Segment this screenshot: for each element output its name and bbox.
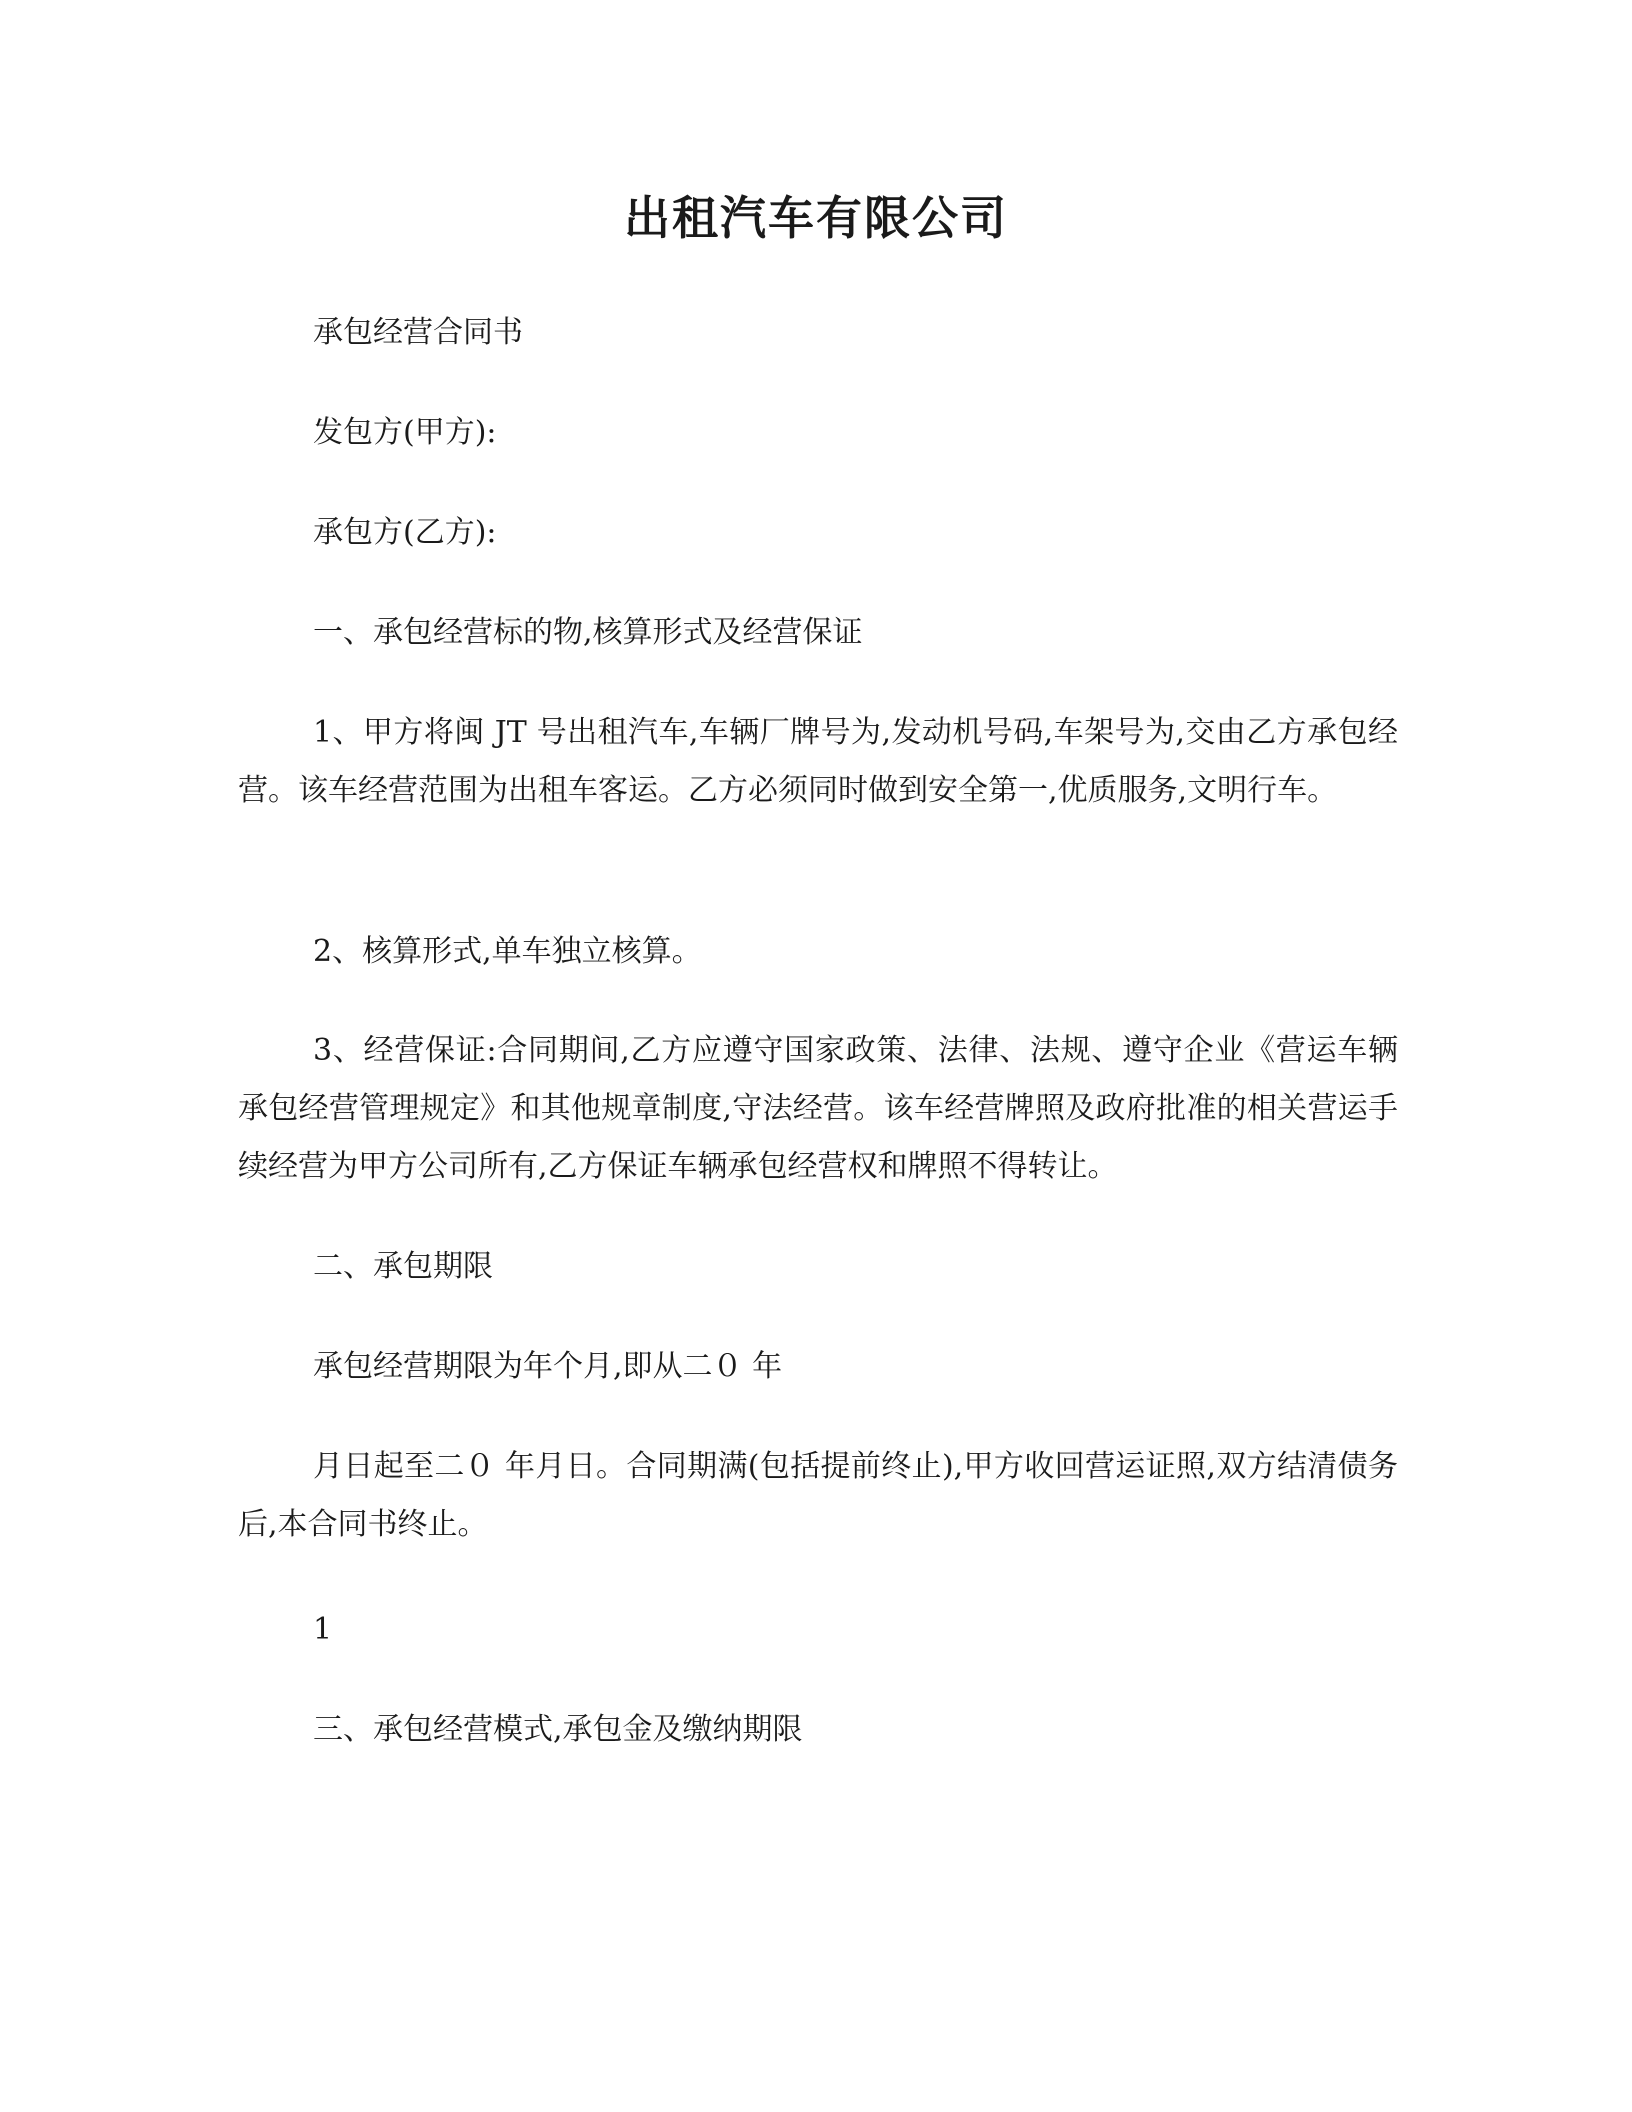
party-a-label: 发包方(甲方):	[313, 415, 497, 450]
term-paragraph: 月日起至二０ 年月日。合同期满(包括提前终止),甲方收回营运证照,双方结清债务后,本合同书终止。	[238, 1449, 1398, 1542]
clause-3-paragraph: 3、经营保证:合同期间,乙方应遵守国家政策、法律、法规、遵守企业《营运车辆承包经营管理规定》和其他规章制度,守法经营。该车经营牌照及政府批准的相关营运手续经营为甲方公司所有,乙方保证车辆承包经营权和牌照不得转让。	[238, 1033, 1398, 1184]
clause-1-paragraph: 1、甲方将闽 JT 号出租汽车,车辆厂牌号为,发动机号码,车架号为,交由乙方承包经营。该车经营范围为出租车客运。乙方必须同时做到安全第一,优质服务,文明行车。	[238, 715, 1398, 808]
contract-subtitle: 承包经营合同书	[313, 315, 523, 350]
party-b-label: 承包方(乙方):	[313, 515, 497, 550]
page-number: 1	[313, 1612, 333, 1647]
section-3-heading: 三、承包经营模式,承包金及缴纳期限	[313, 1712, 803, 1747]
document-title: 出租汽车有限公司	[624, 191, 1008, 245]
term-line-1: 承包经营期限为年个月,即从二０ 年	[313, 1349, 783, 1384]
clause-2-paragraph: 2、核算形式,单车独立核算。	[313, 934, 702, 969]
section-1-heading: 一、承包经营标的物,核算形式及经营保证	[313, 615, 863, 650]
section-2-heading: 二、承包期限	[313, 1249, 493, 1284]
